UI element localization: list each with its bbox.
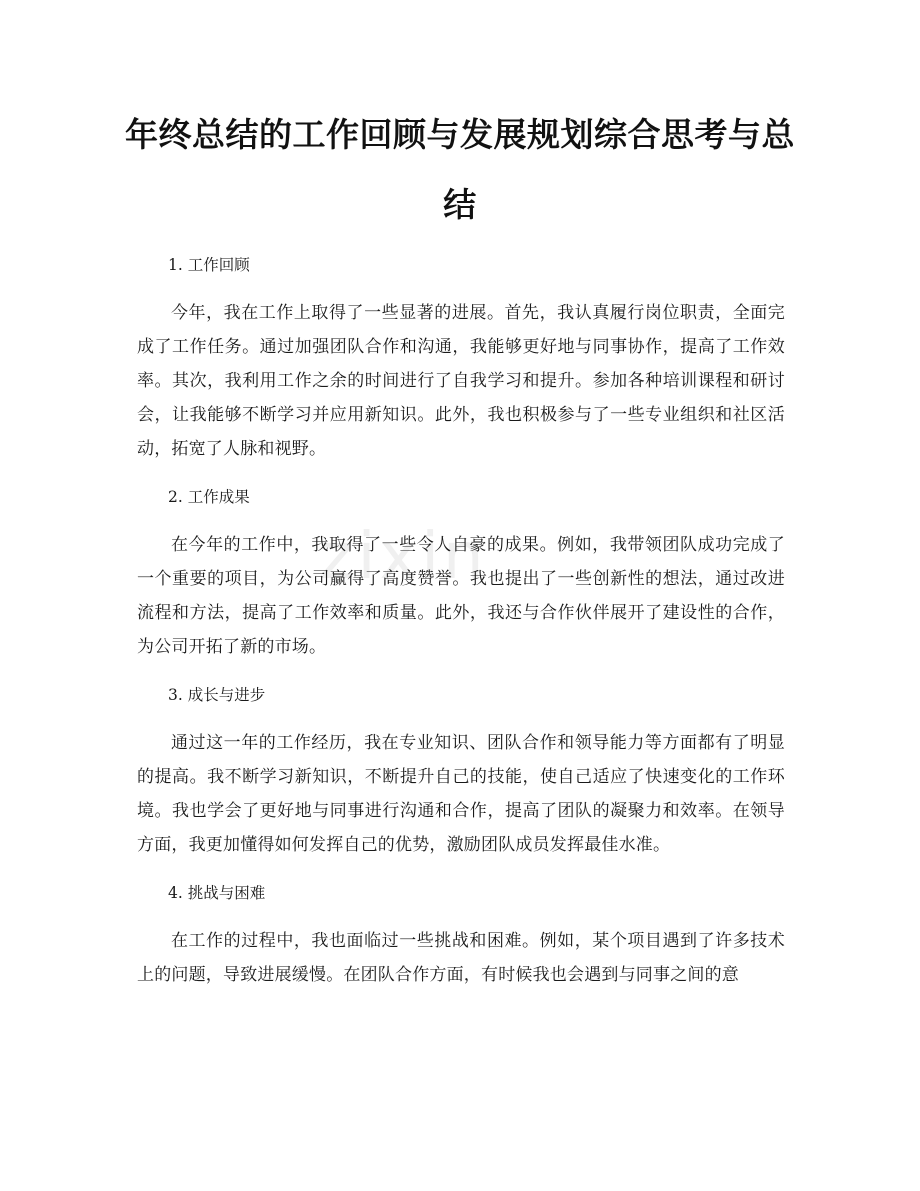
watermark: zixin bbox=[320, 520, 488, 594]
section-heading-work-results: 2. 工作成果 bbox=[168, 488, 250, 506]
section-paragraph-growth: 通过这一年的工作经历，我在专业知识、团队合作和领导能力等方面都有了明显的提高。我不断学习新知识，不断提升自己的技能，使自己适应了快速变化的工作环境。我也学会了更好地与同事进行沟通和合作，提高了团队的凝聚力和效率。在领导方面，我更加懂得如何发挥自己的优势，激励团队成员发挥最佳水准。 bbox=[137, 733, 785, 855]
section-heading-challenges: 4. 挑战与困难 bbox=[168, 884, 266, 902]
section-paragraph-challenges: 在工作的过程中，我也面临过一些挑战和困难。例如，某个项目遇到了许多技术上的问题，导致进展缓慢。在团队合作方面，有时候我也会遇到与同事之间的意 bbox=[137, 931, 785, 985]
document-title: 年终总结的工作回顾与发展规划综合思考与总结 bbox=[125, 115, 795, 224]
section-paragraph-work-results: 在今年的工作中，我取得了一些令人自豪的成果。例如，我带领团队成功完成了一个重要的项目，为公司赢得了高度赞誉。我也提出了一些创新性的想法，通过改进流程和方法，提高了工作效率和质量。此外，我还与合作伙伴展开了建设性的合作，为公司开拓了新的市场。 bbox=[137, 535, 785, 657]
section-heading-work-review: 1. 工作回顾 bbox=[168, 256, 250, 274]
document-body bbox=[137, 248, 785, 1006]
section-paragraph-work-review: 今年，我在工作上取得了一些显著的进展。首先，我认真履行岗位职责，全面完成了工作任务。通过加强团队合作和沟通，我能够更好地与同事协作，提高了工作效率。其次，我利用工作之余的时间进行了自我学习和提升。参加各种培训课程和研讨会，让我能够不断学习并应用新知识。此外，我也积极参与了一些专业组织和社区活动，拓宽了人脉和视野。 bbox=[137, 303, 785, 459]
section-heading-growth: 3. 成长与进步 bbox=[168, 686, 266, 704]
